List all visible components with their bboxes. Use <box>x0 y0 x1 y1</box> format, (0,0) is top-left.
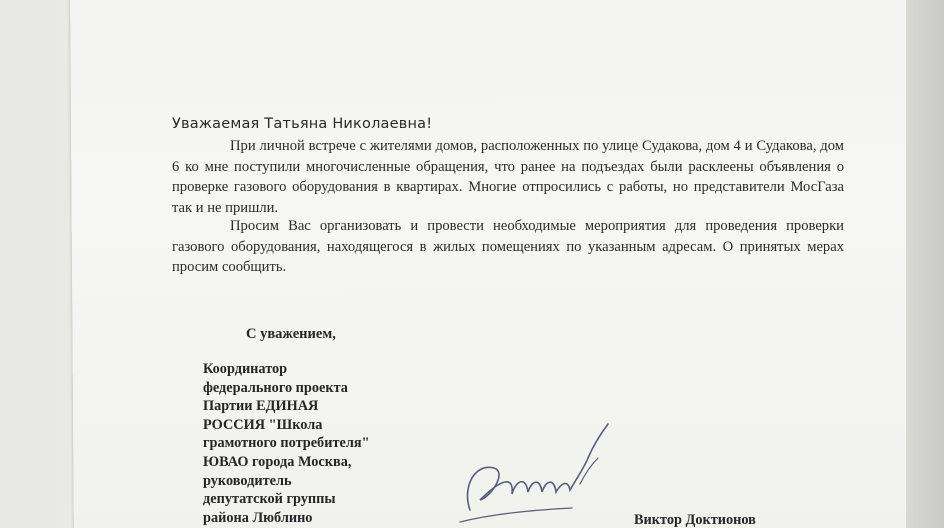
letter-closing: С уважением, <box>246 326 336 342</box>
signatory-title-line: Партии ЕДИНАЯ <box>203 398 319 415</box>
letter-paragraph-1: При личной встрече с жителями домов, расположенных по улице Судакова, дом 4 и Судакова, дом 6 ко мне поступили многочисленные обращения, что ранее на подъездах были расклеены объявления о проверке газового оборудования в квартирах. Многие отпросились с работы, но представители МосГаза так и не пришли. <box>172 138 844 216</box>
signatory-name: Виктор Доктионов <box>634 512 756 528</box>
signatory-title-line: ЮВАО города Москва, <box>203 453 352 470</box>
signatory-title-line: РОССИЯ "Школа <box>203 416 323 433</box>
signatory-title-line: руководитель <box>203 472 292 489</box>
handwritten-signature <box>452 418 622 528</box>
page-edge <box>906 0 944 528</box>
signatory-title-line: депутатской группы <box>203 491 336 508</box>
signatory-title-line: района Люблино <box>203 509 313 526</box>
signatory-title-line: грамотного потребителя" <box>203 435 370 452</box>
signatory-title-line: федерального проекта <box>203 379 348 396</box>
signatory-title-line: Координатор <box>203 361 288 377</box>
letter-paragraph-2: Просим Вас организовать и провести необходимые мероприятия для проведения проверки газового оборудования, находящегося в жилых помещениях по указанным адресам. О принятых мерах просим сообщить. <box>172 218 844 276</box>
signatory-title <box>203 360 370 527</box>
letter-greeting: Уважаемая Татьяна Николаевна! <box>172 116 433 132</box>
